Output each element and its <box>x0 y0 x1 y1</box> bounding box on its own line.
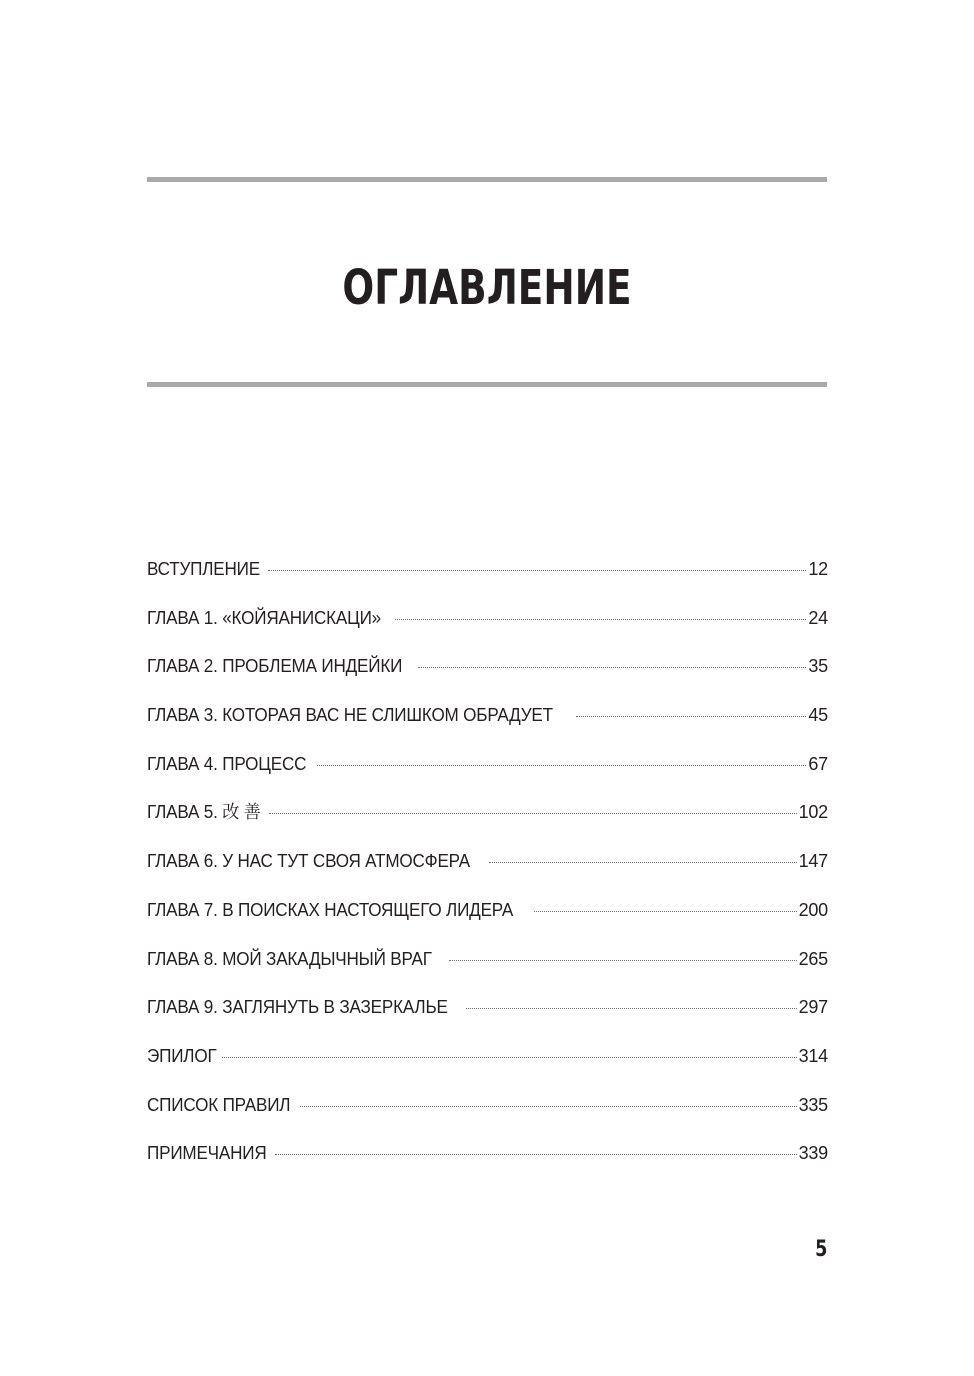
toc-entry-title: ГЛАВА 2. ПРОБЛЕМА ИНДЕЙКИ <box>147 656 403 677</box>
dot-leader <box>449 959 797 961</box>
toc-entry-page: 265 <box>798 948 828 969</box>
bottom-rule <box>147 382 827 387</box>
toc-entry-title: ГЛАВА 4. ПРОЦЕСС <box>147 753 307 774</box>
page-title: ОГЛАВЛЕНИЕ <box>342 260 632 316</box>
toc-entry-page: 339 <box>798 1143 828 1164</box>
toc-entry-title: ГЛАВА 3. КОТОРАЯ ВАС НЕ СЛИШКОМ ОБРАДУЕТ <box>147 705 553 726</box>
toc-entry-page: 12 <box>808 559 828 579</box>
toc-entry-chapter-9[interactable] <box>147 990 828 1039</box>
toc-entry-page: 314 <box>798 1045 828 1066</box>
toc-entry-page: 200 <box>798 899 828 920</box>
dot-leader <box>268 569 806 571</box>
dot-leader <box>489 861 797 863</box>
dot-leader <box>466 1007 797 1009</box>
toc-entry-page: 147 <box>798 851 828 872</box>
toc-entry-page: 45 <box>808 705 828 726</box>
toc-entry-chapter-6[interactable] <box>147 844 828 893</box>
toc-entry-chapter-2[interactable] <box>147 649 828 698</box>
toc-entry-title: ГЛАВА 1. «КОЙЯАНИСКАЦИ» <box>147 607 381 628</box>
toc-entry-title: ГЛАВА 9. ЗАГЛЯНУТЬ В ЗАЗЕРКАЛЬЕ <box>147 997 448 1018</box>
dot-leader <box>300 1105 797 1107</box>
dot-leader <box>317 764 807 766</box>
toc-entry-page: 24 <box>808 607 828 628</box>
toc-entry-chapter-7[interactable] <box>147 893 828 942</box>
toc-entry-chapter-1[interactable] <box>147 601 828 650</box>
toc-entry-title: ВСТУПЛЕНИЕ <box>147 559 261 579</box>
toc-entry-epilogue[interactable] <box>147 1039 828 1088</box>
top-rule <box>147 177 827 182</box>
toc-entry-introduction[interactable] <box>147 552 828 601</box>
toc-entry-page: 335 <box>798 1094 828 1115</box>
table-of-contents <box>147 552 828 1185</box>
toc-entry-rules-list[interactable] <box>147 1088 828 1137</box>
toc-entry-chapter-8[interactable] <box>147 942 828 991</box>
page-number: 5 <box>814 1237 827 1262</box>
dot-leader <box>576 715 806 717</box>
toc-entry-page: 297 <box>798 997 828 1018</box>
toc-entry-chapter-4[interactable] <box>147 747 828 796</box>
toc-entry-title: ПРИМЕЧАНИЯ <box>147 1143 267 1164</box>
toc-entry-page: 35 <box>808 656 828 677</box>
toc-entry-title: ГЛАВА 7. В ПОИСКАХ НАСТОЯЩЕГО ЛИДЕРА <box>147 899 514 920</box>
dot-leader <box>222 1056 796 1058</box>
dot-leader <box>418 666 807 668</box>
toc-entry-title: ГЛАВА 6. У НАС ТУТ СВОЯ АТМОСФЕРА <box>147 851 470 872</box>
dot-leader <box>269 812 797 814</box>
dot-leader <box>395 618 806 620</box>
toc-entry-title: ГЛАВА 8. МОЙ ЗАКАДЫЧНЫЙ ВРАГ <box>147 948 432 969</box>
dot-leader <box>534 910 796 912</box>
toc-entry-page: 67 <box>808 753 828 774</box>
toc-entry-chapter-3[interactable] <box>147 698 828 747</box>
toc-entry-title: СПИСОК ПРАВИЛ <box>147 1094 291 1115</box>
dot-leader <box>275 1153 797 1155</box>
toc-entry-notes[interactable] <box>147 1136 828 1185</box>
toc-entry-chapter-5[interactable] <box>147 795 828 844</box>
toc-entry-title: ЭПИЛОГ <box>147 1045 217 1066</box>
toc-entry-page: 102 <box>798 802 828 823</box>
toc-entry-title: ГЛАВА 5. 改 善 <box>147 802 261 823</box>
